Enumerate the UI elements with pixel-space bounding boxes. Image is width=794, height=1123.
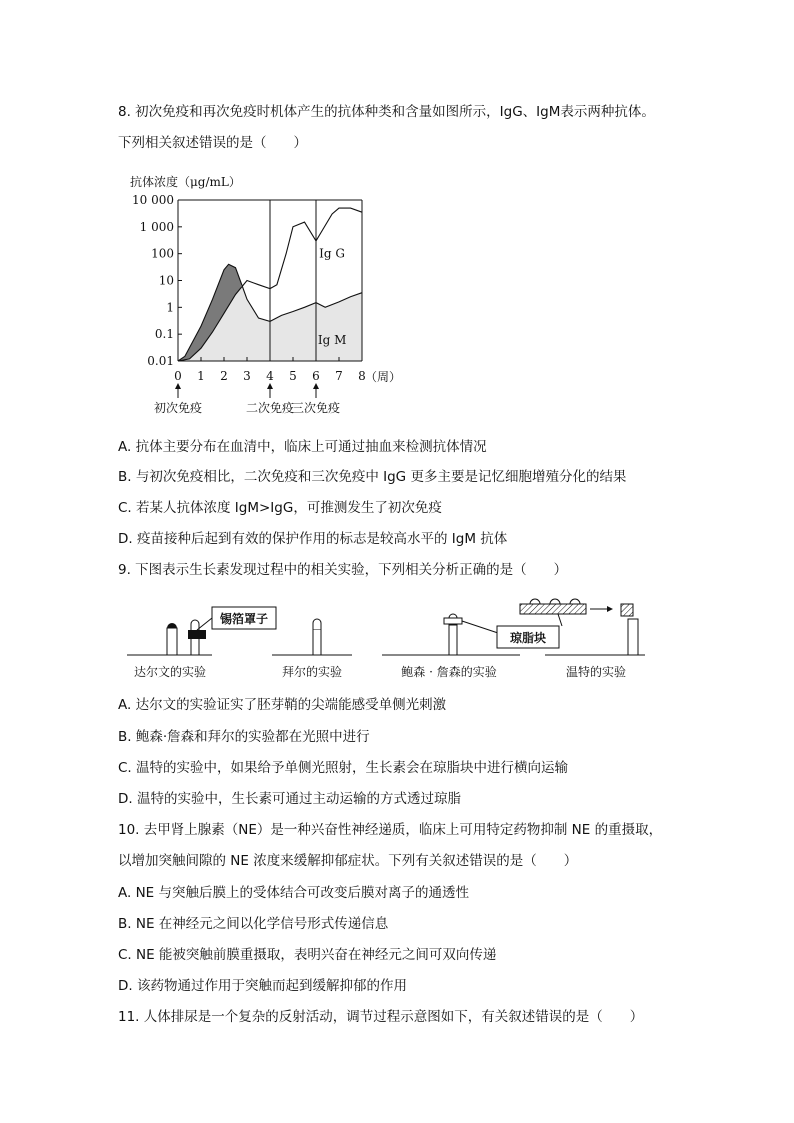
immunization-label: 二次免疫 xyxy=(245,401,295,415)
x-tick-label: 8 xyxy=(358,369,366,383)
x-tick-label: 2 xyxy=(220,369,228,383)
auxin-experiments-figure xyxy=(118,592,658,684)
q8-option-c: C. 若某人抗体浓度 IgM>IgG，可推测发生了初次免疫 xyxy=(118,500,442,516)
y-tick-label: 10 xyxy=(158,273,174,288)
q10-stem-line2: 以增加突触间隙的 NE 浓度来缓解抑郁症状。下列有关叙述错误的是（ ） xyxy=(118,853,578,869)
q9-option-d: D. 温特的实验中，生长素可通过主动运输的方式透过琼脂 xyxy=(118,791,461,807)
x-tick-label: 7 xyxy=(335,369,343,383)
immunization-label: 三次免疫 xyxy=(291,401,341,415)
q10-option-d: D. 该药物通过作用于突触而起到缓解抑郁的作用 xyxy=(118,978,407,994)
foil-cap-label: 锡箔罩子 xyxy=(219,612,269,626)
paal-experiment xyxy=(272,619,352,679)
q8-stem-line2: 下列相关叙述错误的是（ ） xyxy=(118,135,307,151)
q9-option-b: B. 鲍森·詹森和拜尔的实验都在光照中进行 xyxy=(118,729,370,745)
q9-option-a: A. 达尔文的实验证实了胚芽鞘的尖端能感受单侧光刺激 xyxy=(118,697,447,713)
q9-stem: 9. 下图表示生长素发现过程中的相关实验，下列相关分析正确的是（ ） xyxy=(118,562,568,578)
foil-cap xyxy=(188,630,206,639)
y-tick-label: 100 xyxy=(151,246,174,261)
q11-stem: 11. 人体排尿是一个复杂的反射活动，调节过程示意图如下，有关叙述错误的是（ ） xyxy=(118,1009,644,1025)
agar-block-label: 琼脂块 xyxy=(509,631,547,645)
q10-option-b: B. NE 在神经元之间以化学信号形式传递信息 xyxy=(118,916,389,932)
immunization-label: 初次免疫 xyxy=(153,401,203,415)
darwin-label: 达尔文的实验 xyxy=(133,665,207,679)
y-tick-label: 0.1 xyxy=(154,327,174,342)
went-label: 温特的实验 xyxy=(565,665,627,679)
x-tick-label: 4 xyxy=(266,369,274,383)
q8-option-b: B. 与初次免疫相比，二次免疫和三次免疫中 IgG 更多主要是记忆细胞增殖分化的结果 xyxy=(118,469,627,485)
x-tick-label: 6 xyxy=(312,369,320,383)
y-tick-label: 0.01 xyxy=(147,354,174,368)
q10-option-a: A. NE 与突触后膜上的受体结合可改变后膜对离子的通透性 xyxy=(118,885,469,901)
q8-option-d: D. 疫苗接种后起到有效的保护作用的标志是较高水平的 IgM 抗体 xyxy=(118,531,508,547)
x-axis-label: （周） xyxy=(365,370,402,384)
q8-option-a: A. 抗体主要分布在血清中，临床上可通过抽血来检测抗体情况 xyxy=(118,439,487,455)
series-label-igg: Ig G xyxy=(319,246,346,261)
y-tick-label: 1 000 xyxy=(139,219,174,234)
y-axis-label: 抗体浓度（μg/mL） xyxy=(130,175,241,189)
q10-stem-line1: 10. 去甲肾上腺素（NE）是一种兴奋性神经递质，临床上可用特定药物抑制 NE 的重摄取， xyxy=(118,822,663,838)
q9-option-c: C. 温特的实验中，如果给予单侧光照射，生长素会在琼脂块中进行横向运输 xyxy=(118,760,569,776)
x-tick-label: 3 xyxy=(243,369,251,383)
series-label-igm: Ig M xyxy=(317,333,347,348)
paal-label: 拜尔的实验 xyxy=(281,665,343,679)
darwin-experiment xyxy=(127,607,276,679)
x-tick-label: 5 xyxy=(289,369,297,383)
boysen-jensen-label: 鲍森 · 詹森的实验 xyxy=(401,665,497,679)
q8-stem-line1: 8. 初次免疫和再次免疫时机体产生的抗体种类和含量如图所示，IgG、IgM表示两种抗体。 xyxy=(118,104,655,120)
q10-option-c: C. NE 能被突触前膜重摄取，表明兴奋在神经元之间可双向传递 xyxy=(118,947,497,963)
y-tick-label: 10 000 xyxy=(132,193,174,207)
antibody-concentration-chart xyxy=(118,166,408,420)
x-tick-label: 0 xyxy=(174,369,182,383)
y-tick-label: 1 xyxy=(166,300,174,315)
x-tick-label: 1 xyxy=(197,369,205,383)
boysen-jensen-experiment xyxy=(382,614,559,679)
